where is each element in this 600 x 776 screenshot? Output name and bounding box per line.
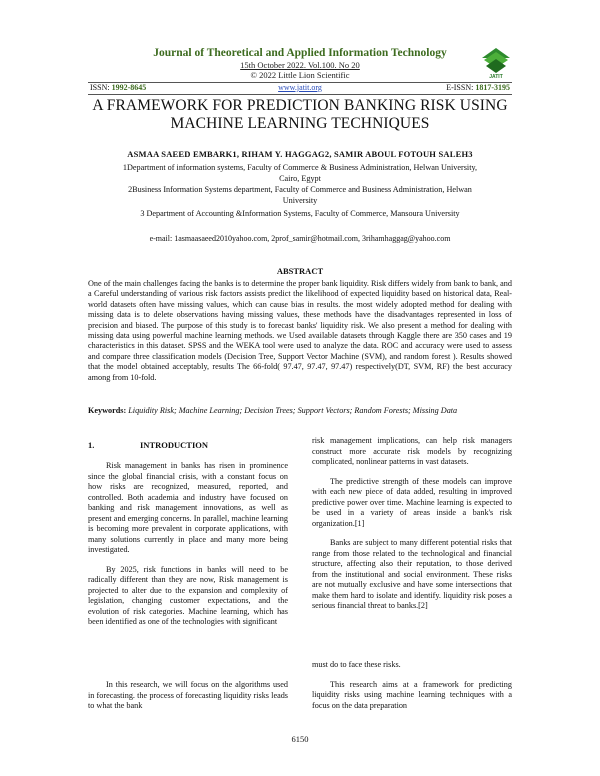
- intro-right-paragraph-5: This research aims at a framework for predicting liquidity risks using machine learning techniques with a focus on the data preparation: [312, 679, 512, 710]
- section-number: 1.: [88, 440, 95, 450]
- intro-left-paragraph-1: Risk management in banks has risen in prominence since the global financial crisis, with a constant focus on how risks are recognized, measured, reported, and controlled. Both academia and industry have focused on banking and risk management innovations, as well as present and emerging concerns. In parallel, machine learning is becoming more prevalent in corporate applications, with many solutions currently in place and many more being investigated.: [88, 461, 288, 554]
- right-column-top: [312, 436, 512, 612]
- logo-text: JATIT: [489, 74, 503, 80]
- left-column-bottom: [88, 680, 288, 712]
- abstract-heading: ABSTRACT: [276, 266, 324, 276]
- website-link[interactable]: www.jatit.org: [278, 83, 322, 92]
- issue-date-text: 15th October 2022. Vol.100. No 20: [240, 60, 360, 70]
- header-rule-bottom: [88, 94, 512, 95]
- intro-right-paragraph-3: Banks are subject to many different potential risks that range from those related to the technological and financial structure, affecting also their reputation, to those derived from the institutional and social environment. These risks are not mutually exclusive and have some intersections that make them hard to isolate and identify. liquidity risk poses a serious financial threat to banks.[2]: [312, 538, 512, 610]
- right-column-bottom: [312, 660, 512, 711]
- eissn-label: E-ISSN:: [446, 83, 476, 92]
- jatit-logo-icon: [478, 44, 514, 76]
- eissn-value: 1817-3195: [475, 83, 510, 92]
- intro-right-paragraph-2: The predictive strength of these models can improve with each new piece of data added, resulting in improved predictive power over time. Machine learning is expected to be used in a variety of areas inside a bank's risk organization.[1]: [312, 476, 512, 528]
- section-title: INTRODUCTION: [140, 440, 209, 450]
- issn-label: ISSN:: [90, 83, 112, 92]
- affiliation-3: 3 Department of Accounting &Information Systems, Faculty of Commerce, Mansoura University: [140, 209, 460, 218]
- issn-value: 1992-8645: [111, 83, 147, 92]
- affiliation-2-line1: 2Business Information Systems department, Faculty of Commerce and Business Administration, Helwan: [128, 185, 472, 194]
- page-number: 6150: [291, 734, 309, 744]
- affiliation-2: [88, 185, 512, 206]
- journal-copyright: © 2022 Little Lion Scientific: [250, 70, 350, 80]
- intro-left-paragraph-3: In this research, we will focus on the algorithms used in forecasting. the process of forecasting liquidity risks leads to what the bank: [88, 680, 288, 710]
- keywords: [88, 406, 512, 416]
- affiliation-1-line1: 1Department of information systems, Faculty of Commerce & Business Administration, Helwan University,: [122, 163, 478, 172]
- authors: ASMAA SAEED EMBARK1, RIHAM Y. HAGGAG2, SAMIR ABOUL FOTOUH SALEH3: [127, 149, 473, 159]
- intro-right-paragraph-4: must do to face these risks.: [312, 660, 401, 669]
- paper-title: [60, 97, 540, 133]
- eissn: [446, 83, 510, 92]
- paper-title-line1: A FRAMEWORK FOR PREDICTION BANKING RISK USING: [92, 97, 508, 114]
- affiliation-1-line2: Cairo, Egypt: [279, 173, 321, 183]
- affiliation-1: [88, 163, 512, 184]
- paper-title-line2: MACHINE LEARNING TECHNIQUES: [170, 115, 430, 132]
- author-emails: e-mail: 1asmaasaeed2010yahoo.com, 2prof_samir@hotmail.com, 3rihamhaggag@yahoo.com: [149, 234, 451, 243]
- journal-title: Journal of Theoretical and Applied Information Technology: [153, 47, 447, 59]
- keywords-label: Keywords:: [88, 406, 129, 415]
- keywords-list: Liquidity Risk; Machine Learning; Decision Trees; Support Vectors; Random Forests; Missing Data: [128, 406, 458, 415]
- abstract-text: One of the main challenges facing the banks is to determine the proper bank liquidity. Risk differs widely from bank to bank, and a Careful understanding of various risk factors assists predict the likelihood of expected liquidity based on historical data, Real-world datasets often have missing values, which can cause bias in results. the most widely adopted method for dealing with missing data is to delete observations having missing values, these methods have the disadvantages represented in loss of precision and biased. The purpose of this study is to forecast banks' liquidity risk. We also present a method for dealing with missing data using powerful machine learning methods. we Used available datasets through Kaggle there are 350 cases and 19 characteristics in this dataset. SPSS and the WEKA tool were used to analyze the data. ROC and accuracy were used to assess and compare three classification models (Decision Tree, Support Vector Machine (SVM), and random forest ). Results showed that the model obtained acceptably, results The 66-fold( 97.47, 97.47, 97.47) respectively(DT, SVM, RF) the best accuracy among from 10-fold.: [88, 279, 512, 382]
- affiliation-2-line2: University: [282, 195, 318, 205]
- left-column-top: [88, 461, 288, 628]
- intro-left-paragraph-2: By 2025, risk functions in banks will need to be radically different than they are now, Risk management is projected to alter due to the expansion and complexity of legislation, changing customer expectations, and the evolution of risk categories. Machine learning, which has been identified as one of the technologies with significant: [88, 564, 288, 626]
- intro-right-paragraph-1: risk management implications, can help risk managers construct more accurate risk models by recognizing complicated, nonlinear patterns in vast datasets.: [312, 436, 512, 466]
